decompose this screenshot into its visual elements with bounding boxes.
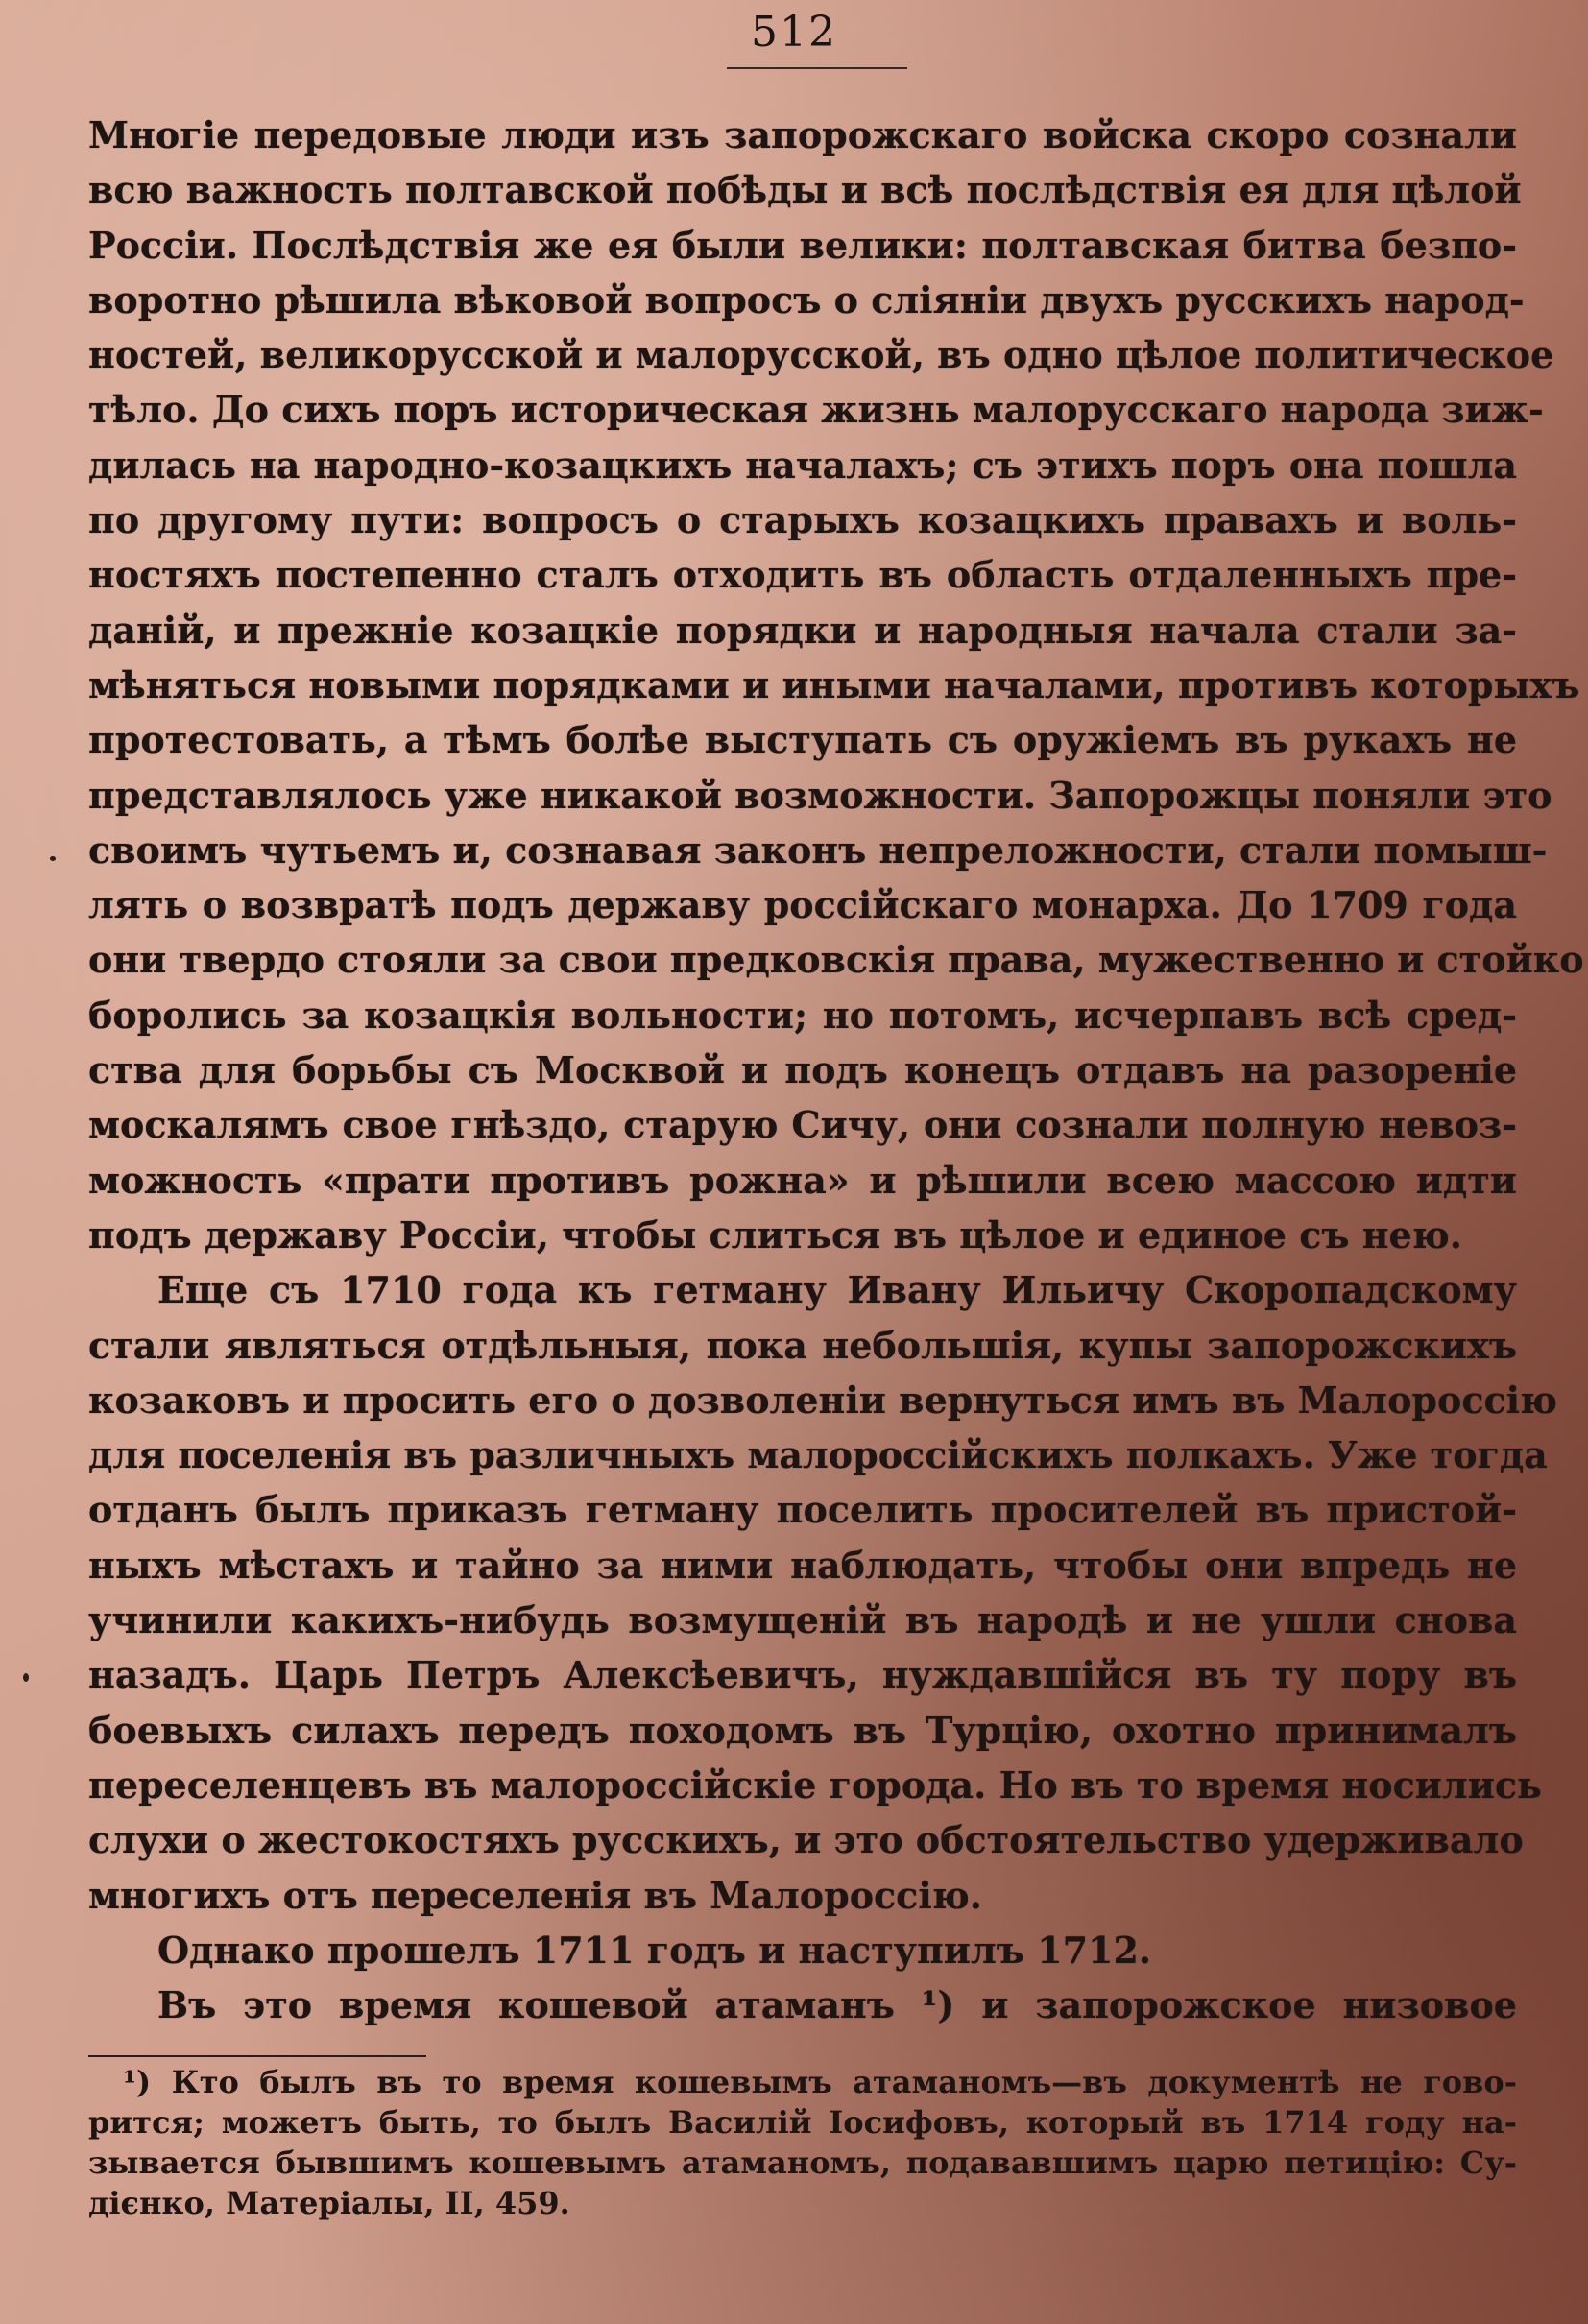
text-line: стали являться отдѣльныя, пока небольшія, купы запорожскихъ [88, 1323, 1517, 1367]
text-line: своимъ чутьемъ и, сознавая законъ непреложности, стали помыш- [88, 827, 1548, 872]
text-line: дилась на народно-козацкихъ началахъ; съ этихъ поръ она пошла [88, 443, 1517, 487]
margin-speck [23, 1673, 29, 1682]
text-line: Въ это время кошевой атаманъ ¹) и запорожское низовое [157, 1983, 1517, 2027]
text-line: они твердо стояли за свои предковскія права, мужественно и стойко [88, 938, 1584, 982]
text-line: тѣло. До сихъ поръ историческая жизнь малорусскаго народа зиж- [88, 388, 1544, 432]
main-text [88, 108, 1584, 2032]
text-line: слухи о жестокостяхъ русскихъ, и это обстоятельство удерживало [88, 1818, 1524, 1862]
footnote-line: дієнко, Матеріалы, II, 459. [88, 2185, 570, 2221]
text-line: подъ державу Россіи, чтобы слиться въ цѣлое и единое съ нею. [88, 1212, 1462, 1257]
text-line: Еще съ 1710 года къ гетману Ивану Ильичу Скоропадскому [157, 1268, 1517, 1312]
text-line: ностей, великорусской и малорусской, въ одно цѣлое политическое [88, 333, 1554, 377]
footnote-line: зывается бывшимъ кошевымъ атаманомъ, подававшимъ царю петицію: Су- [88, 2144, 1517, 2181]
header-rule [727, 67, 907, 69]
footnote-line: ¹) Кто былъ въ то время кошевымъ атаманомъ—въ документѣ не гово- [123, 2064, 1517, 2100]
text-line: даній, и прежніе козацкіе порядки и народныя начала стали за- [88, 608, 1517, 652]
text-line: москалямъ свое гнѣздо, старую Сичу, они сознали полную невоз- [88, 1103, 1517, 1147]
text-line: назадъ. Царь Петръ Алексѣевичъ, нуждавшійся въ ту пору въ [88, 1653, 1517, 1697]
page-number: 512 [751, 8, 837, 57]
text-line: учинили какихъ-нибудь возмущеній въ народѣ и не ушли снова [88, 1598, 1517, 1642]
text-line: по другому пути: вопросъ о старыхъ козацкихъ правахъ и воль- [88, 498, 1517, 542]
text-line: многихъ отъ переселенія въ Малороссію. [88, 1873, 982, 1917]
text-line: лять о возвратѣ подъ державу россійскаго монарха. До 1709 года [88, 883, 1517, 927]
footnote-line: рится; можетъ быть, то былъ Василій Іосифовъ, который въ 1714 году на- [88, 2104, 1517, 2141]
text-line: боевыхъ силахъ передъ походомъ въ Турцію, охотно принималъ [88, 1708, 1517, 1752]
text-line: всю важность полтавской побѣды и всѣ послѣдствія ея для цѣлой [88, 168, 1522, 212]
text-line: Россіи. Послѣдствія же ея были велики: полтавская битва безпо- [88, 223, 1517, 267]
margin-speck [50, 856, 56, 861]
text-line: воротно рѣшила вѣковой вопросъ о сліяніи двухъ русскихъ народ- [88, 277, 1525, 322]
text-line: боролись за козацкія вольности; но потомъ, исчерпавъ всѣ сред- [88, 993, 1517, 1037]
text-line: протестовать, а тѣмъ болѣе выступать съ оружіемъ въ рукахъ не [88, 718, 1517, 762]
text-line: ныхъ мѣстахъ и тайно за ними наблюдать, чтобы они впредь не [88, 1543, 1517, 1587]
footnotes [88, 2062, 1517, 2223]
text-line: Однако прошелъ 1711 годъ и наступилъ 1712. [157, 1928, 1152, 1972]
text-line: для поселенія въ различныхъ малороссійскихъ полкахъ. Уже тогда [88, 1433, 1548, 1477]
text-line: ства для борьбы съ Москвой и подъ конецъ отдавъ на разореніе [88, 1048, 1517, 1092]
text-line: Многіе передовые люди изъ запорожскаго войска скоро сознали [88, 113, 1517, 156]
text-line: отданъ былъ приказъ гетману поселить просителей въ пристой- [88, 1488, 1517, 1532]
text-line: можность «прати противъ рожна» и рѣшили всею массою идти [88, 1158, 1517, 1202]
text-line: переселенцевъ въ малороссійскіе города. Но въ то время носились [88, 1762, 1542, 1807]
text-line: козаковъ и просить его о дозволеніи вернуться имъ въ Малороссію [88, 1378, 1558, 1422]
text-line: ностяхъ постепенно сталъ отходить въ область отдаленныхъ пре- [88, 553, 1517, 597]
footnote-rule [88, 2055, 426, 2057]
text-line: мѣняться новыми порядками и иными началами, противъ которыхъ [88, 662, 1580, 707]
text-line: представлялось уже никакой возможности. Запорожцы поняли это [88, 773, 1552, 817]
